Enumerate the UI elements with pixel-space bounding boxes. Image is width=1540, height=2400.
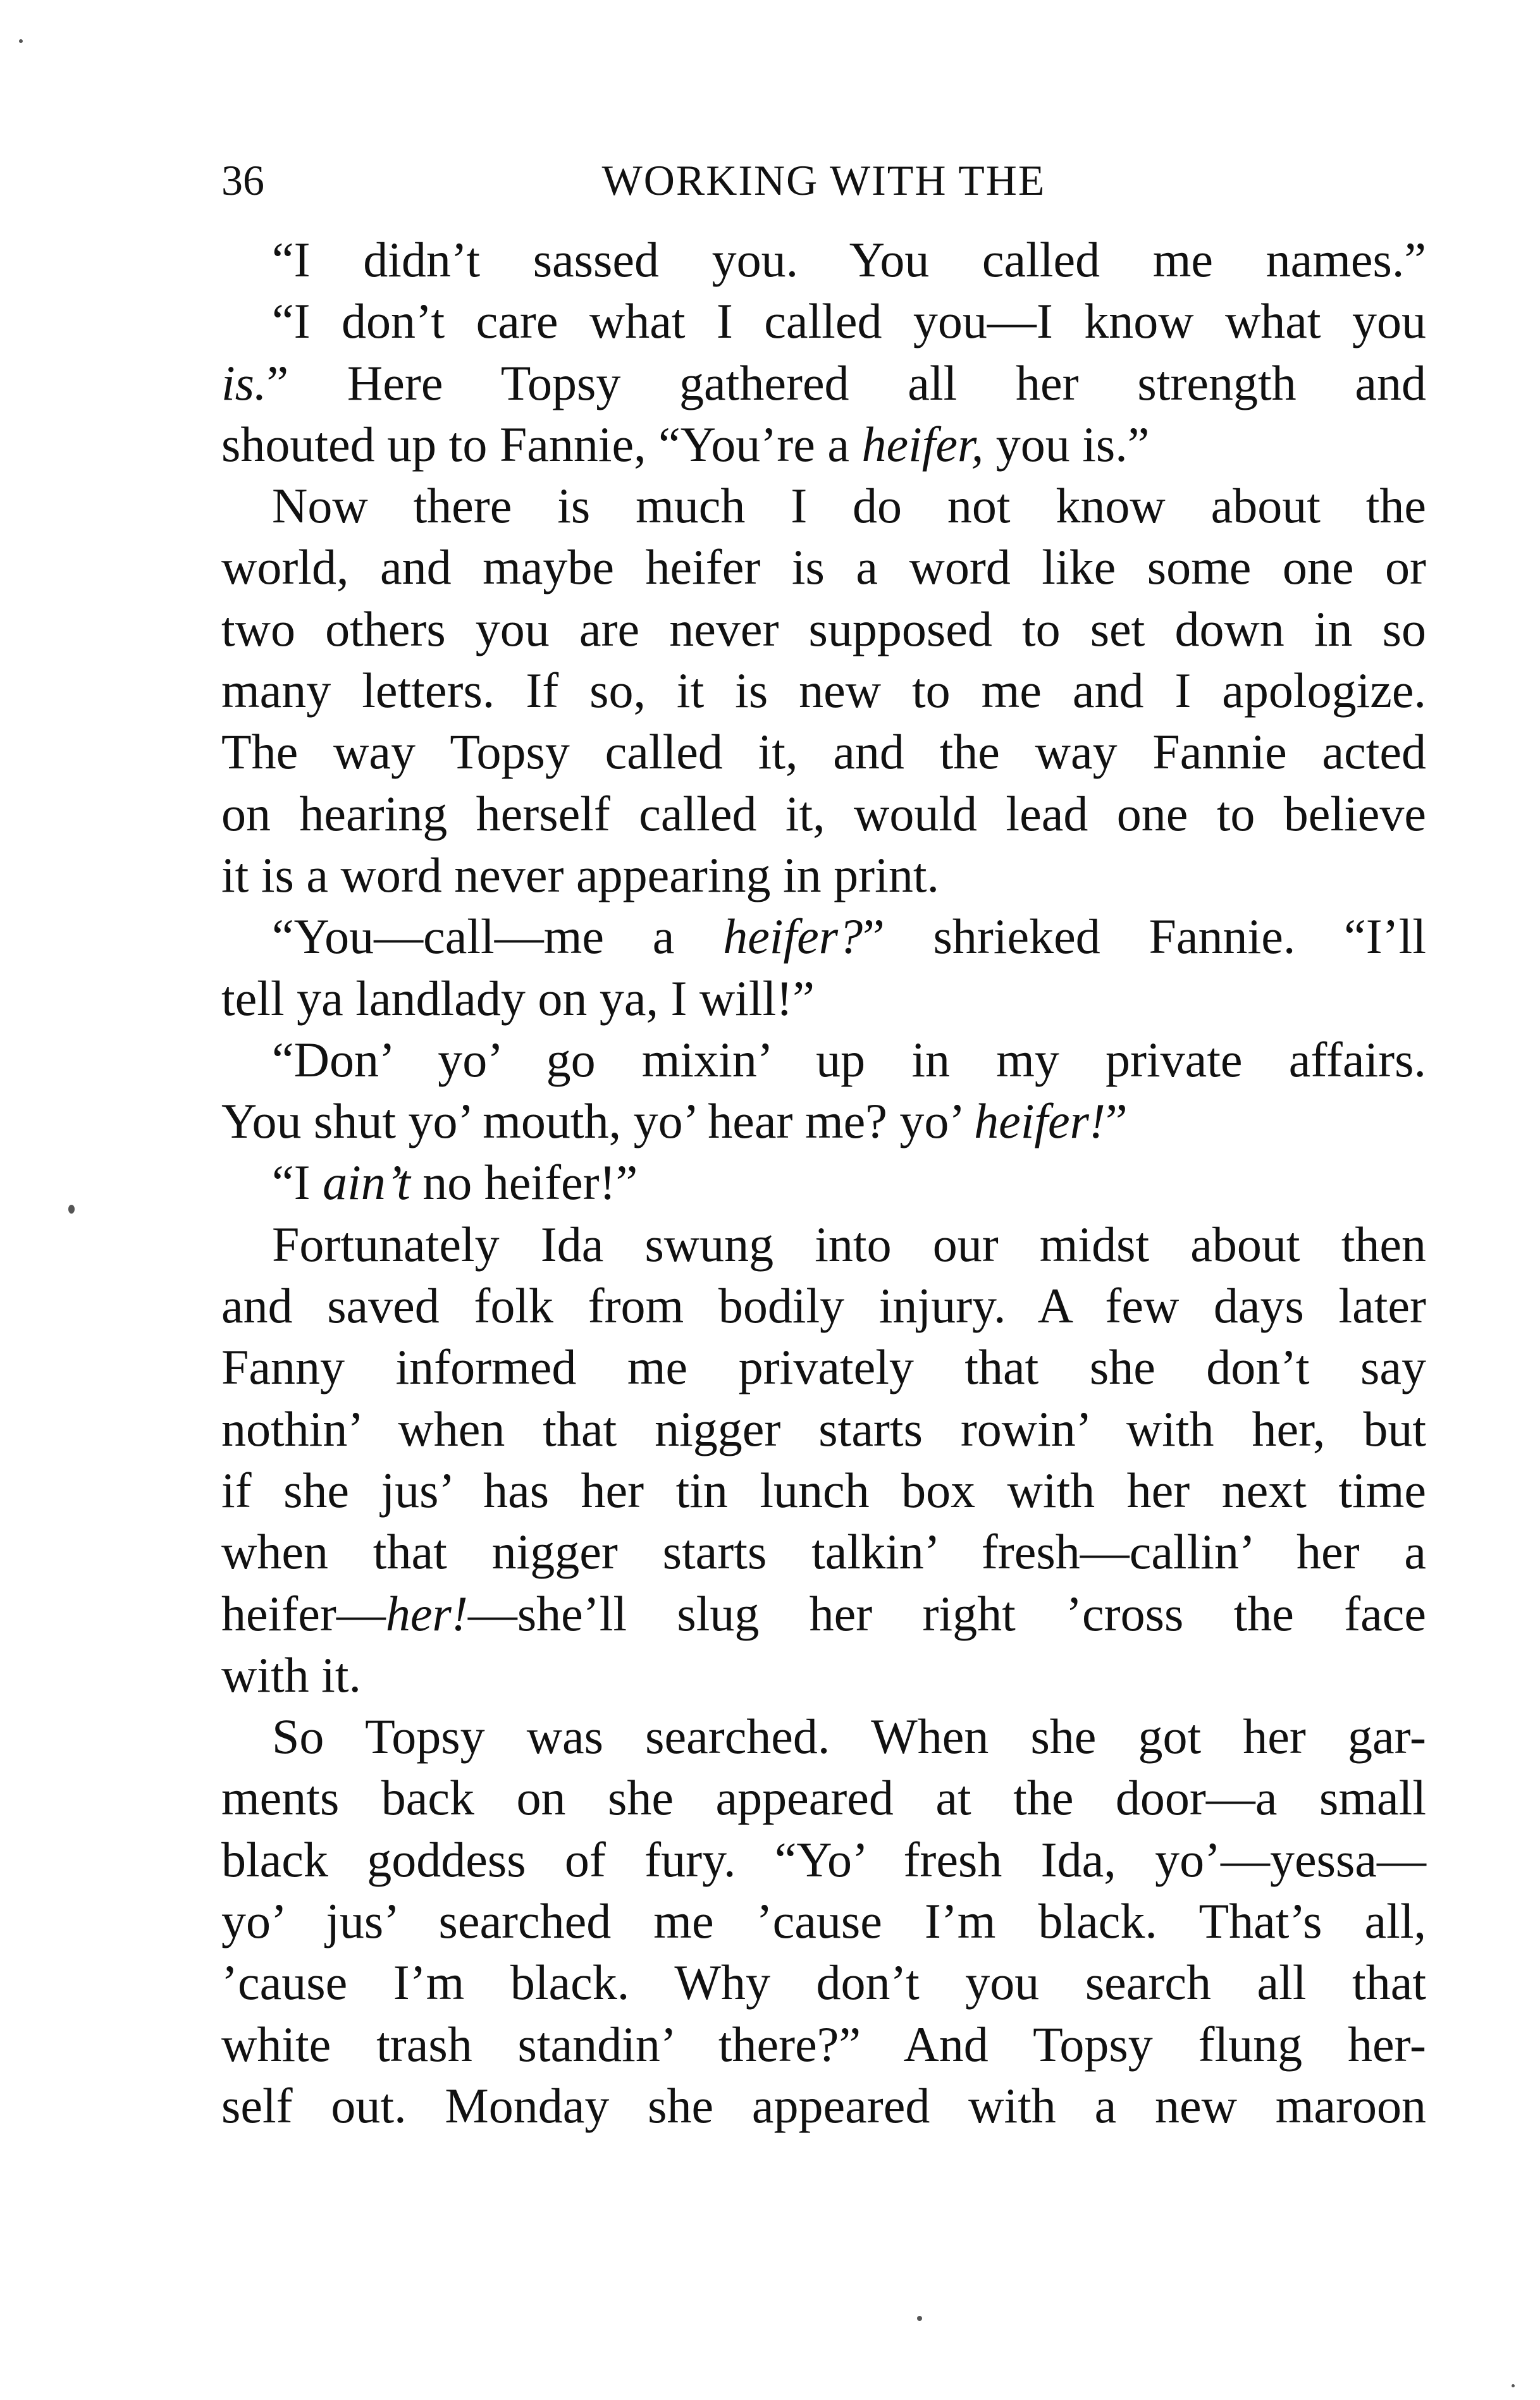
text-line: tell ya landlady on ya, I will!” [221, 970, 815, 1026]
paper-speck [68, 1205, 75, 1214]
text-line: and saved folk from bodily injury. A few days later [221, 1278, 1426, 1334]
paper-speck [19, 39, 23, 43]
text-line: “Don’ yo’ go mixin’ up in my private affairs. [272, 1031, 1426, 1087]
text-line: self out. Monday she appeared with a new maroon [221, 2077, 1426, 2133]
text-line: if she jus’ has her tin lunch box with her next time [221, 1462, 1426, 1518]
text-line: Fanny informed me privately that she don’t say [221, 1339, 1426, 1395]
text-line: black goddess of fury. “Yo’ fresh Ida, yo’—yessa— [221, 1831, 1426, 1887]
page-header [221, 155, 1426, 206]
text-line: ’cause I’m black. Why don’t you search all that [221, 1955, 1426, 2010]
text-line: two others you are never supposed to set down in so [221, 601, 1426, 656]
body-text [221, 229, 1426, 2136]
page-number: 36 [221, 156, 264, 204]
text-line: many letters. If so, it is new to me and I apologize. [221, 663, 1426, 718]
text-line: Fortunately Ida swung into our midst about then [272, 1216, 1426, 1272]
text-line: “I don’t care what I called you—I know what you [272, 293, 1426, 349]
text-line: on hearing herself called it, would lead one to believe [221, 785, 1426, 841]
paper-speck [1512, 2384, 1515, 2387]
text-line: it is a word never appearing in print. [221, 847, 939, 902]
text-line: So Topsy was searched. When she got her gar- [272, 1709, 1426, 1764]
text-line: ments back on she appeared at the door—a small [221, 1770, 1426, 1826]
text-line: white trash standin’ there?” And Topsy flung her- [221, 2016, 1426, 2072]
text-line: with it. [221, 1647, 362, 1702]
text-line: “You—call—me a heifer?” shrieked Fannie. “I’ll [272, 909, 1427, 964]
paper-speck [917, 2316, 922, 2321]
text-line: “I ain’t no heifer!” [272, 1155, 638, 1210]
text-line: shouted up to Fannie, “You’re a heifer, you is.” [221, 416, 1150, 472]
text-line: The way Topsy called it, and the way Fannie acted [221, 724, 1426, 780]
text-line: You shut yo’ mouth, yo’ hear me? yo’ heifer!” [221, 1093, 1128, 1149]
text-line: yo’ jus’ searched me ’cause I’m black. That’s all, [221, 1893, 1426, 1949]
text-line: when that nigger starts talkin’ fresh—callin’ her a [221, 1524, 1426, 1580]
text-line: heifer—her!—she’ll slug her right ’cross the face [221, 1585, 1426, 1641]
text-line: nothin’ when that nigger starts rowin’ with her, but [221, 1401, 1426, 1456]
running-head: WORKING WITH THE [601, 156, 1046, 204]
text-line: “I didn’t sassed you. You called me names.” [272, 232, 1426, 287]
text-line: is.” Here Topsy gathered all her strength and [221, 355, 1426, 410]
text-line: world, and maybe heifer is a word like some one or [221, 539, 1426, 595]
text-line: Now there is much I do not know about the [272, 478, 1426, 534]
